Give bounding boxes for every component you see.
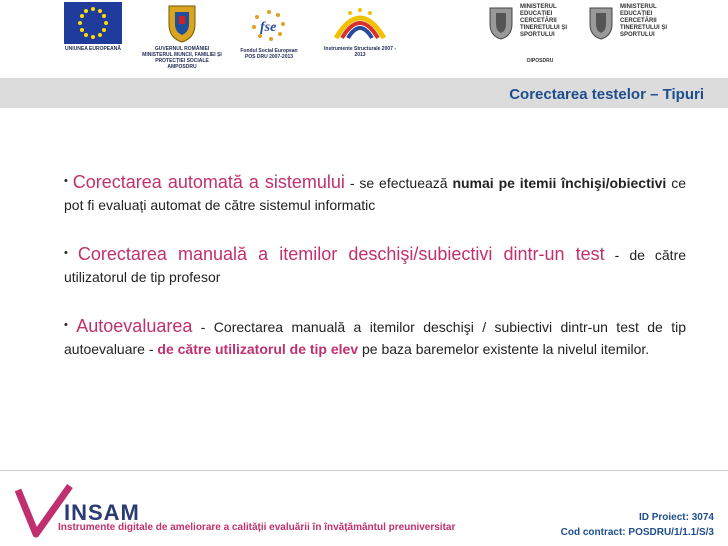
eu-logo [62, 2, 124, 52]
bullet-icon: • [64, 247, 68, 259]
project-subtitle: Instrumente digitale de ameliorare a calității evaluării în învățământul preuniversitar [58, 522, 456, 533]
ministry-logo-icon [486, 4, 516, 40]
item-text: pe baza baremelor existente la nivelul itemilor. [358, 341, 650, 357]
bullet-icon: • [64, 319, 68, 331]
contract-code: Cod contract: POSDRU/1/1.1/S/3 [560, 527, 714, 538]
logo-label: Fondul Social European POS DRU 2007-2013 [240, 48, 298, 60]
oiposdru-logo [510, 52, 570, 64]
logo-label: UNIUNEA EUROPEANĂ [65, 46, 121, 52]
structural-instruments-icon [330, 4, 390, 44]
fse-logo [238, 6, 300, 60]
item-text: - Corectarea manuală a itemilor deschişi / subiectivi dintr-un test de tip autoevaluare - [64, 319, 687, 357]
slide-title: Corectarea testelor – Tipuri [509, 86, 704, 103]
logo-label: MINISTERUL EDUCAȚIEI CERCETĂRII TINERETULUI ȘI SPORTULUI [520, 4, 568, 38]
romania-coat-of-arms-icon [165, 2, 199, 44]
bullet-item [64, 314, 686, 360]
ministry-logo-left [486, 4, 576, 40]
brand-name: INSAM [64, 500, 140, 525]
structural-instruments-logo [318, 4, 402, 58]
project-ids [561, 510, 714, 540]
bullet-item [64, 242, 686, 288]
project-id: ID Proiect: 3074 [638, 512, 714, 523]
item-bold-text: numai pe itemii închişi/obiectivi [452, 175, 667, 191]
item-heading: Corectarea manuală a itemilor deschişi/subiectivi dintr-un test [77, 244, 605, 264]
logo-label: Instrumente Structurale 2007 - 2013 [324, 46, 396, 58]
item-heading: Corectarea automată a sistemului [72, 172, 345, 192]
item-highlight-text: de către utilizatorul de tip elev [157, 341, 359, 357]
ministry-logo-right [586, 4, 686, 40]
bullet-icon: • [64, 175, 68, 187]
svg-text:fse: fse [260, 20, 277, 35]
logo-label: GUVERNUL ROMÂNIEI MINISTERUL MUNCII, FAMILIEI ȘI PROTECȚIEI SOCIALE AMPOSDRU [142, 46, 222, 70]
footer-divider [0, 470, 728, 471]
item-heading: Autoevaluarea [76, 316, 193, 336]
partner-logos-bar [0, 0, 728, 78]
item-text: - se efectuează [344, 175, 453, 191]
eu-flag-icon [64, 2, 122, 44]
government-logo [142, 2, 222, 70]
logo-label: OIPOSDRU [526, 58, 554, 64]
bullet-item [64, 170, 686, 216]
item-text: ce pot fi evaluați automat de către sistemul informatic [64, 175, 686, 213]
item-text: - de către utilizatorul de tip profesor [64, 247, 687, 285]
logo-label: MINISTERUL EDUCAȚIEI CERCETĂRII TINERETULUI ȘI SPORTULUI [620, 4, 668, 38]
fse-logo-icon [246, 6, 292, 46]
ministry-logo-icon [586, 4, 616, 40]
slide-content [64, 170, 686, 386]
